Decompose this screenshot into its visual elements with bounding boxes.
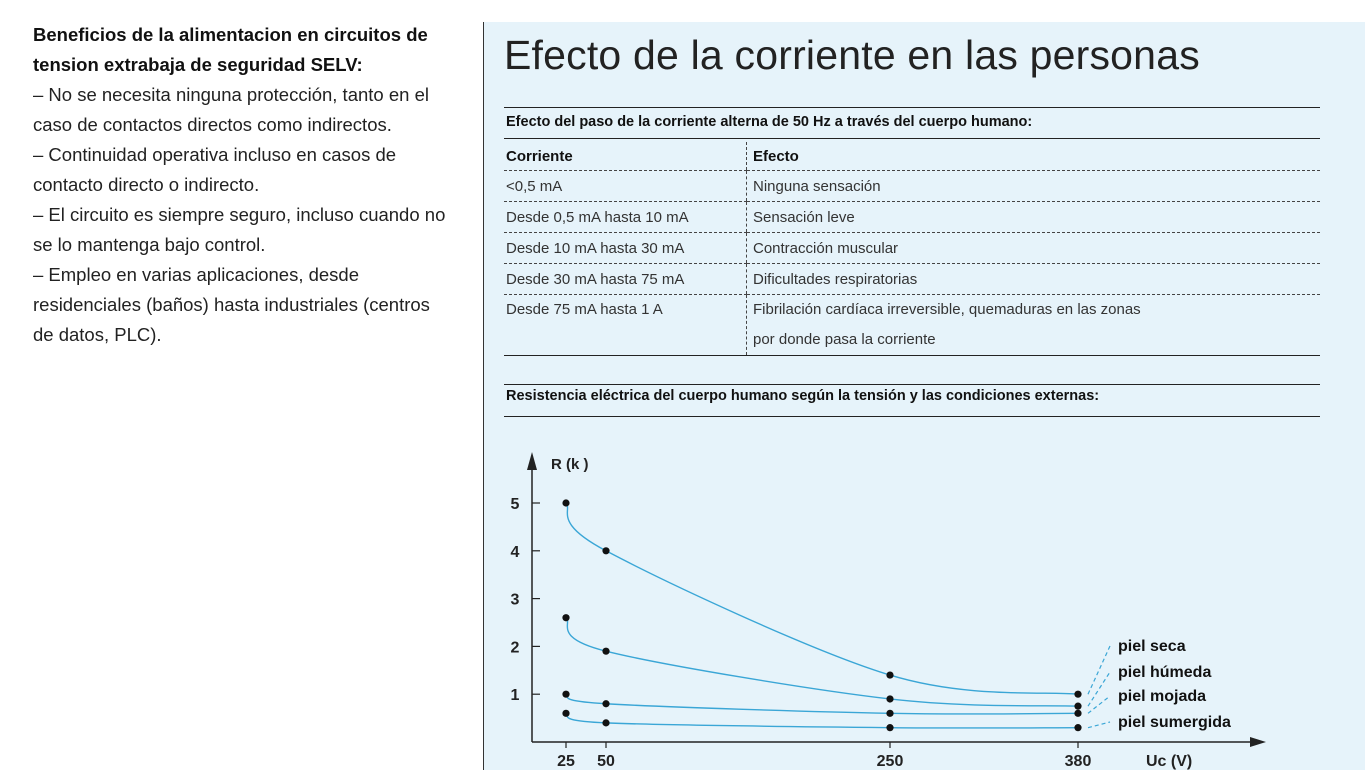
table-header-row	[504, 142, 1320, 171]
column-header-effect: Efecto	[747, 142, 1321, 171]
data-point	[562, 499, 569, 506]
divider	[504, 416, 1320, 417]
current-cell: Desde 10 mA hasta 30 mA	[504, 233, 747, 264]
panel-title: Efecto de la corriente en las personas	[504, 32, 1200, 78]
x-tick-label: 50	[597, 753, 615, 770]
data-point	[602, 547, 609, 554]
data-point	[886, 695, 893, 702]
data-point	[602, 719, 609, 726]
benefit-item: – El circuito es siempre seguro, incluso cuando no se lo mantenga bajo control.	[33, 204, 446, 255]
legend-leader	[1088, 696, 1110, 713]
y-axis-label: R (k )	[551, 456, 589, 473]
y-tick-label: 1	[510, 687, 520, 705]
y-tick-label: 2	[510, 639, 520, 657]
current-effects-panel	[483, 22, 1365, 770]
chart-caption: Resistencia eléctrica del cuerpo humano según la tensión y las condiciones externas:	[506, 388, 1100, 404]
effect-cell: Ninguna sensación	[747, 171, 1321, 202]
x-tick-label: 380	[1064, 753, 1092, 770]
x-tick-label: 25	[557, 753, 575, 770]
resistance-chart	[484, 422, 1365, 770]
table-row	[504, 233, 1320, 264]
data-point	[886, 671, 893, 678]
current-cell: Desde 30 mA hasta 75 mA	[504, 264, 747, 295]
legend-leader	[1088, 672, 1110, 706]
effect-text-line: por donde pasa la corriente	[753, 331, 936, 348]
table-row	[504, 171, 1320, 202]
effect-cell	[747, 295, 1321, 356]
data-point	[886, 710, 893, 717]
selv-heading: Beneficios de la alimentacion en circuitos de tension extrabaja de seguridad SELV:	[33, 24, 428, 75]
selv-benefits	[33, 20, 453, 350]
effect-cell: Sensación leve	[747, 202, 1321, 233]
benefit-item: – Empleo en varias aplicaciones, desde residenciales (baños) hasta industriales (centros de datos, PLC).	[33, 264, 430, 345]
data-point	[886, 724, 893, 731]
table-row	[504, 295, 1320, 356]
series-label: piel sumergida	[1118, 714, 1231, 731]
series-line-piel-seca	[566, 503, 1078, 694]
data-point	[562, 614, 569, 621]
data-point	[602, 700, 609, 707]
divider	[504, 384, 1320, 385]
chart-series	[562, 499, 1231, 731]
series-label: piel húmeda	[1118, 664, 1212, 681]
benefit-item: – No se necesita ninguna protección, tanto en el caso de contactos directos como indirectos.	[33, 84, 429, 135]
effect-text-line: Fibrilación cardíaca irreversible, quemaduras en las zonas	[753, 301, 1141, 318]
effect-cell: Dificultades respiratorias	[747, 264, 1321, 295]
y-axis-arrow	[527, 452, 537, 470]
y-tick-label: 4	[510, 543, 520, 561]
divider	[504, 107, 1320, 108]
data-point	[602, 648, 609, 655]
table-row	[504, 264, 1320, 295]
data-point	[1074, 724, 1081, 731]
series-label: piel mojada	[1118, 688, 1207, 705]
y-tick-label: 5	[510, 496, 520, 513]
table-row	[504, 202, 1320, 233]
current-cell: <0,5 mA	[504, 171, 747, 202]
divider	[504, 138, 1320, 139]
data-point	[562, 710, 569, 717]
column-header-current: Corriente	[504, 142, 747, 171]
x-axis-arrow	[1250, 737, 1266, 747]
effects-table	[504, 142, 1320, 356]
effect-cell: Contracción muscular	[747, 233, 1321, 264]
current-cell: Desde 0,5 mA hasta 10 mA	[504, 202, 747, 233]
legend-leader	[1088, 646, 1110, 694]
series-label: piel seca	[1118, 638, 1186, 655]
x-tick-label: 250	[876, 753, 904, 770]
data-point	[1074, 691, 1081, 698]
series-line-piel-sumergida	[566, 713, 1078, 728]
legend-leader	[1088, 722, 1110, 728]
x-axis-label: Uc (V)	[1146, 753, 1193, 770]
y-tick-label: 3	[510, 591, 520, 609]
benefit-item: – Continuidad operativa incluso en casos de contacto directo o indirecto.	[33, 144, 397, 195]
current-cell: Desde 75 mA hasta 1 A	[504, 295, 747, 356]
data-point	[1074, 710, 1081, 717]
series-line-piel-mojada	[566, 694, 1078, 714]
effects-table-caption: Efecto del paso de la corriente alterna de 50 Hz a través del cuerpo humano:	[506, 114, 1033, 130]
data-point	[562, 691, 569, 698]
data-point	[1074, 703, 1081, 710]
